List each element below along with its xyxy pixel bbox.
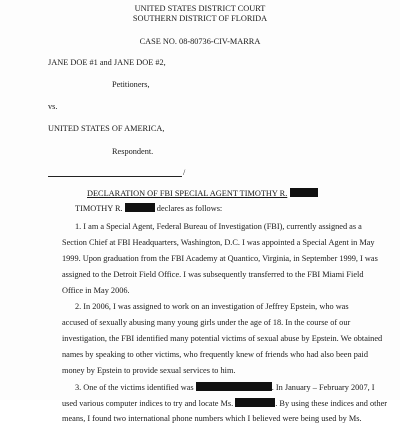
declaration-title [87, 188, 318, 199]
declaration-title-text: DECLARATION OF FBI SPECIAL AGENT TIMOTHY R. [87, 189, 288, 198]
respondent-name: UNITED STATES OF AMERICA, [48, 124, 165, 133]
court-name: UNITED STATES DISTRICT COURT [134, 4, 266, 13]
declarant-name: TIMOTHY R. [75, 204, 123, 213]
caption-rule [48, 176, 182, 177]
versus-label: vs. [48, 102, 58, 111]
redaction-bar [290, 188, 318, 197]
p1-line: 1999. Upon graduation from the FBI Academy at Quantico, Virginia, in September 1999, I was [62, 254, 378, 263]
p3-line1-start: 3. One of the victims identified was [75, 383, 194, 392]
p3-line2-end: . By using these indices and other [275, 399, 388, 408]
redaction-bar [125, 203, 155, 212]
p3-line2-start: used various computer indices to try and locate Ms. [62, 399, 234, 408]
redaction-bar [235, 398, 275, 407]
caption-slash: / [183, 168, 186, 177]
p2-line: accused of sexually abusing many young girls under the age of 18. In the course of our [62, 318, 351, 327]
p1-line: 1. I am a Special Agent, Federal Bureau of Investigation (FBI), currently assigned as a [75, 222, 362, 231]
p2-line: investigation, the FBI identified many potential victims of sexual abuse by Epstein. We obtained [62, 334, 383, 343]
declares-text: declares as follows: [156, 204, 223, 213]
p1-line: Section Chief at FBI Headquarters, Washington, D.C. I was appointed a Special Agent in May [62, 238, 375, 247]
p3-line [75, 382, 375, 393]
p3-line: means, I found two international phone numbers which I believed were being used by Ms. [62, 414, 362, 423]
p3-line [62, 398, 387, 409]
p2-line: money by Epstein to provide sexual services to him. [62, 366, 236, 375]
respondent-role: Respondent. [112, 147, 154, 156]
petitioners-name: JANE DOE #1 and JANE DOE #2, [48, 58, 166, 67]
p1-line: assigned to the Detroit Field Office. I was subsequently transferred to the FBI Miami Field [62, 270, 364, 279]
case-number: CASE NO. 08-80736-CIV-MARRA [139, 37, 261, 46]
p1-line: Office in May 2006. [62, 286, 130, 295]
p3-line1-end: . In January – February 2007, I [271, 383, 375, 392]
court-district: SOUTHERN DISTRICT OF FLORIDA [132, 14, 268, 23]
petitioners-role: Petitioners, [112, 80, 150, 89]
p2-line: 2. In 2006, I was assigned to work on an investigation of Jeffrey Epstein, who was [75, 302, 349, 311]
p2-line: names by speaking to other victims, who frequently knew of friends who had also been paid [62, 350, 368, 359]
redaction-bar [196, 382, 272, 391]
declarant-intro [75, 203, 222, 214]
